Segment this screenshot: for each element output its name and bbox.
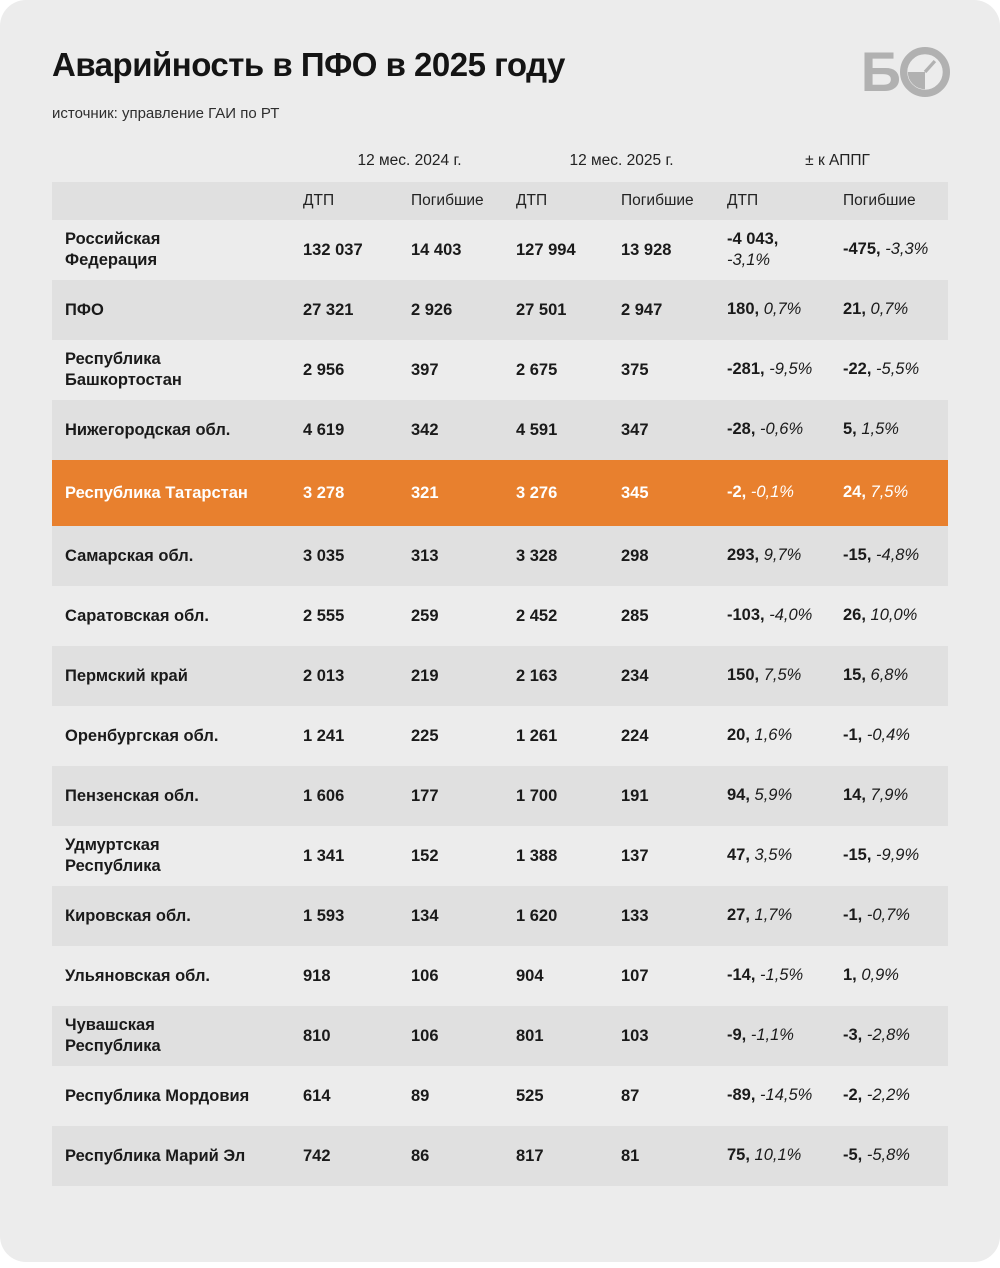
clock-icon	[900, 47, 950, 97]
value-deaths-2025: 298	[621, 546, 649, 565]
value-dtp-delta	[727, 291, 843, 328]
value-dtp-2024: 2 956	[303, 360, 345, 379]
delta-absolute: -89,	[727, 1086, 756, 1105]
group-header-appg: ± к АППГ	[805, 152, 870, 169]
value-deaths-2024: 259	[411, 606, 439, 625]
delta-absolute: -3,	[843, 1026, 863, 1045]
region-name: Чувашская Республика	[65, 1016, 161, 1055]
value-deaths-delta	[843, 597, 948, 634]
value-dtp-delta	[727, 657, 843, 694]
delta-percent: -9,9%	[876, 846, 920, 865]
delta-percent: -5,8%	[866, 1146, 910, 1165]
value-dtp-delta	[727, 597, 843, 634]
value-deaths-2024: 313	[411, 546, 439, 565]
value-dtp-2024: 1 341	[303, 846, 345, 865]
delta-percent: 0,7%	[763, 300, 802, 319]
region-name: Ульяновская обл.	[65, 966, 211, 985]
delta-absolute: 15,	[843, 666, 866, 685]
value-dtp-delta	[727, 777, 843, 814]
delta-percent: -2,2%	[866, 1086, 910, 1105]
value-dtp-2025: 4 591	[516, 420, 558, 439]
value-deaths-2024: 342	[411, 420, 439, 439]
value-deaths-2024: 397	[411, 360, 439, 379]
value-deaths-2025: 345	[621, 483, 649, 502]
value-dtp-2025: 525	[516, 1086, 544, 1105]
delta-absolute: -14,	[727, 966, 756, 985]
value-dtp-delta	[727, 837, 843, 874]
value-dtp-2025: 3 328	[516, 546, 558, 565]
region-name: Республика Татарстан	[65, 483, 248, 502]
value-deaths-delta	[843, 1077, 948, 1114]
accidents-table	[52, 136, 948, 1186]
value-deaths-delta	[843, 231, 948, 268]
value-deaths-delta	[843, 411, 948, 448]
value-deaths-2024: 225	[411, 726, 439, 745]
value-dtp-delta	[727, 474, 843, 511]
value-dtp-delta	[727, 897, 843, 934]
value-deaths-delta	[843, 717, 948, 754]
value-deaths-delta	[843, 351, 948, 388]
table-row	[52, 826, 948, 886]
delta-absolute: -9,	[727, 1026, 747, 1045]
delta-percent: 3,5%	[754, 846, 793, 865]
page-title: Аварийность в ПФО в 2025 году	[52, 46, 565, 83]
value-deaths-delta	[843, 957, 948, 994]
table-row	[52, 1006, 948, 1066]
value-dtp-2025: 127 994	[516, 240, 576, 259]
value-dtp-2024: 918	[303, 966, 331, 985]
value-dtp-2024: 614	[303, 1086, 331, 1105]
value-dtp-2025: 1 388	[516, 846, 558, 865]
delta-percent: 5,9%	[754, 786, 793, 805]
delta-percent: -14,5%	[760, 1086, 813, 1105]
table-column-header-row	[52, 182, 948, 220]
group-header-2024: 12 мес. 2024 г.	[357, 152, 462, 169]
table-row	[52, 766, 948, 826]
delta-absolute: -2,	[727, 483, 747, 502]
value-deaths-2025: 347	[621, 420, 649, 439]
table-body	[52, 220, 948, 1186]
table-row	[52, 706, 948, 766]
value-deaths-2024: 321	[411, 483, 439, 502]
table-row	[52, 220, 948, 280]
delta-absolute: -15,	[843, 546, 872, 565]
delta-percent: -9,5%	[769, 360, 813, 379]
delta-percent: -0,4%	[866, 726, 910, 745]
delta-percent: -3,1%	[727, 251, 771, 269]
table-row	[52, 460, 948, 526]
value-dtp-2024: 1 241	[303, 726, 345, 745]
value-deaths-2024: 134	[411, 906, 439, 925]
value-dtp-delta	[727, 1017, 843, 1054]
delta-absolute: 75,	[727, 1146, 750, 1165]
value-deaths-delta	[843, 1017, 948, 1054]
value-dtp-delta	[727, 957, 843, 994]
delta-absolute: 94,	[727, 786, 750, 805]
value-deaths-delta	[843, 291, 948, 328]
value-dtp-2024: 1 593	[303, 906, 345, 925]
delta-absolute: 5,	[843, 420, 857, 439]
column-header: ДТП	[727, 192, 759, 209]
region-name: Российская Федерация	[65, 230, 161, 269]
value-dtp-2025: 1 261	[516, 726, 558, 745]
delta-percent: 7,5%	[870, 483, 909, 502]
delta-percent: -3,3%	[885, 240, 929, 259]
value-dtp-delta	[727, 221, 843, 280]
region-name: Республика Мордовия	[65, 1086, 250, 1105]
value-deaths-delta	[843, 474, 948, 511]
delta-absolute: 1,	[843, 966, 857, 985]
delta-percent: -1,1%	[750, 1026, 794, 1045]
value-dtp-2024: 2 013	[303, 666, 345, 685]
region-name: Нижегородская обл.	[65, 420, 231, 439]
value-deaths-2025: 224	[621, 726, 649, 745]
value-deaths-2025: 103	[621, 1026, 649, 1045]
region-name: Республика Башкортостан	[65, 350, 182, 389]
region-name: Самарская обл.	[65, 546, 194, 565]
delta-absolute: -1,	[843, 726, 863, 745]
delta-percent: -5,5%	[876, 360, 920, 379]
delta-absolute: 47,	[727, 846, 750, 865]
region-name: Удмуртская Республика	[65, 836, 161, 875]
region-name: Пензенская обл.	[65, 786, 199, 805]
delta-percent: 1,7%	[754, 906, 793, 925]
delta-percent: -4,8%	[876, 546, 920, 565]
table-row	[52, 646, 948, 706]
value-deaths-2025: 137	[621, 846, 649, 865]
value-dtp-2025: 1 700	[516, 786, 558, 805]
delta-absolute: -281,	[727, 360, 765, 379]
table-group-header-row	[52, 136, 948, 182]
value-deaths-delta	[843, 897, 948, 934]
business-online-logo	[860, 40, 950, 103]
value-deaths-delta	[843, 537, 948, 574]
delta-absolute: -103,	[727, 606, 765, 625]
value-dtp-delta	[727, 717, 843, 754]
delta-absolute: 21,	[843, 300, 866, 319]
value-deaths-2024: 86	[411, 1146, 430, 1165]
region-name: ПФО	[65, 300, 104, 319]
value-dtp-2025: 1 620	[516, 906, 558, 925]
value-dtp-2025: 2 675	[516, 360, 558, 379]
group-header-2025: 12 мес. 2025 г.	[569, 152, 674, 169]
value-deaths-2025: 2 947	[621, 300, 663, 319]
value-deaths-delta	[843, 777, 948, 814]
delta-absolute: 24,	[843, 483, 866, 502]
value-deaths-2025: 81	[621, 1146, 640, 1165]
value-deaths-2025: 191	[621, 786, 649, 805]
column-header: ДТП	[516, 192, 548, 209]
table-row	[52, 400, 948, 460]
delta-percent: 0,9%	[861, 966, 899, 985]
delta-percent: 7,9%	[870, 786, 909, 805]
region-name: Пермский край	[65, 666, 188, 685]
delta-percent: 0,7%	[870, 300, 909, 319]
region-name: Кировская обл.	[65, 906, 191, 925]
delta-absolute: 150,	[727, 666, 760, 685]
delta-percent: -0,1%	[750, 483, 794, 502]
value-deaths-2024: 106	[411, 1026, 439, 1045]
delta-absolute: 26,	[843, 606, 866, 625]
logo-letter: Б	[860, 40, 899, 103]
value-dtp-delta	[727, 351, 843, 388]
delta-absolute: 293,	[727, 546, 760, 565]
value-dtp-delta	[727, 1137, 843, 1174]
value-deaths-2025: 234	[621, 666, 649, 685]
delta-percent: 1,5%	[861, 420, 899, 439]
delta-percent: -4,0%	[769, 606, 813, 625]
column-header: Погибшие	[621, 192, 694, 209]
value-dtp-2025: 904	[516, 966, 544, 985]
value-deaths-2024: 219	[411, 666, 439, 685]
table-row	[52, 280, 948, 340]
source-caption: источник: управление ГАИ по РТ	[52, 105, 280, 122]
delta-percent: -0,7%	[866, 906, 910, 925]
delta-percent: 10,1%	[754, 1146, 802, 1165]
value-deaths-2024: 152	[411, 846, 439, 865]
delta-absolute: 180,	[727, 300, 760, 319]
value-dtp-2024: 132 037	[303, 240, 363, 259]
region-name: Республика Марий Эл	[65, 1146, 246, 1165]
value-dtp-2024: 27 321	[303, 300, 354, 319]
delta-absolute: 27,	[727, 906, 750, 925]
value-deaths-delta	[843, 837, 948, 874]
delta-percent: -1,5%	[760, 966, 804, 985]
delta-absolute: -5,	[843, 1146, 863, 1165]
table-row	[52, 886, 948, 946]
value-deaths-delta	[843, 657, 948, 694]
delta-percent: 9,7%	[763, 546, 802, 565]
value-dtp-2024: 3 278	[303, 483, 345, 502]
value-deaths-2024: 177	[411, 786, 439, 805]
column-header: ДТП	[303, 192, 335, 209]
value-deaths-2025: 107	[621, 966, 649, 985]
value-deaths-2024: 14 403	[411, 240, 462, 259]
delta-percent: 6,8%	[870, 666, 909, 685]
value-dtp-2025: 27 501	[516, 300, 567, 319]
delta-absolute: -475,	[843, 240, 881, 259]
value-dtp-2024: 3 035	[303, 546, 345, 565]
value-deaths-delta	[843, 1137, 948, 1174]
delta-percent: 1,6%	[754, 726, 793, 745]
column-header: Погибшие	[411, 192, 484, 209]
delta-absolute: -28,	[727, 420, 756, 439]
table-row	[52, 1066, 948, 1126]
value-dtp-2024: 742	[303, 1146, 331, 1165]
table-row	[52, 1126, 948, 1186]
delta-percent: 7,5%	[763, 666, 802, 685]
table-row	[52, 340, 948, 400]
value-deaths-2025: 285	[621, 606, 649, 625]
value-dtp-delta	[727, 411, 843, 448]
value-dtp-2024: 810	[303, 1026, 331, 1045]
delta-absolute: 20,	[727, 726, 750, 745]
value-dtp-2024: 2 555	[303, 606, 345, 625]
region-name: Оренбургская обл.	[65, 726, 219, 745]
delta-absolute: -4 043,	[727, 229, 779, 248]
value-deaths-2024: 89	[411, 1086, 430, 1105]
delta-percent: 10,0%	[870, 606, 918, 625]
table-row	[52, 946, 948, 1006]
value-dtp-2025: 817	[516, 1146, 544, 1165]
delta-percent: -2,8%	[866, 1026, 910, 1045]
value-dtp-2025: 801	[516, 1026, 544, 1045]
value-dtp-2024: 4 619	[303, 420, 345, 439]
value-dtp-delta	[727, 537, 843, 574]
value-deaths-2025: 13 928	[621, 240, 672, 259]
value-dtp-2024: 1 606	[303, 786, 345, 805]
value-deaths-2025: 375	[621, 360, 649, 379]
delta-absolute: -15,	[843, 846, 872, 865]
delta-absolute: -1,	[843, 906, 863, 925]
value-deaths-2024: 106	[411, 966, 439, 985]
value-dtp-2025: 2 452	[516, 606, 558, 625]
value-dtp-delta	[727, 1077, 843, 1114]
value-dtp-2025: 3 276	[516, 483, 558, 502]
value-dtp-2025: 2 163	[516, 666, 558, 685]
delta-percent: -0,6%	[760, 420, 804, 439]
table-row	[52, 586, 948, 646]
value-deaths-2024: 2 926	[411, 300, 453, 319]
region-name: Саратовская обл.	[65, 606, 209, 625]
column-header: Погибшие	[843, 192, 916, 209]
delta-absolute: -2,	[843, 1086, 863, 1105]
value-deaths-2025: 133	[621, 906, 649, 925]
delta-absolute: -22,	[843, 360, 872, 379]
delta-absolute: 14,	[843, 786, 866, 805]
table-row	[52, 526, 948, 586]
value-deaths-2025: 87	[621, 1086, 640, 1105]
